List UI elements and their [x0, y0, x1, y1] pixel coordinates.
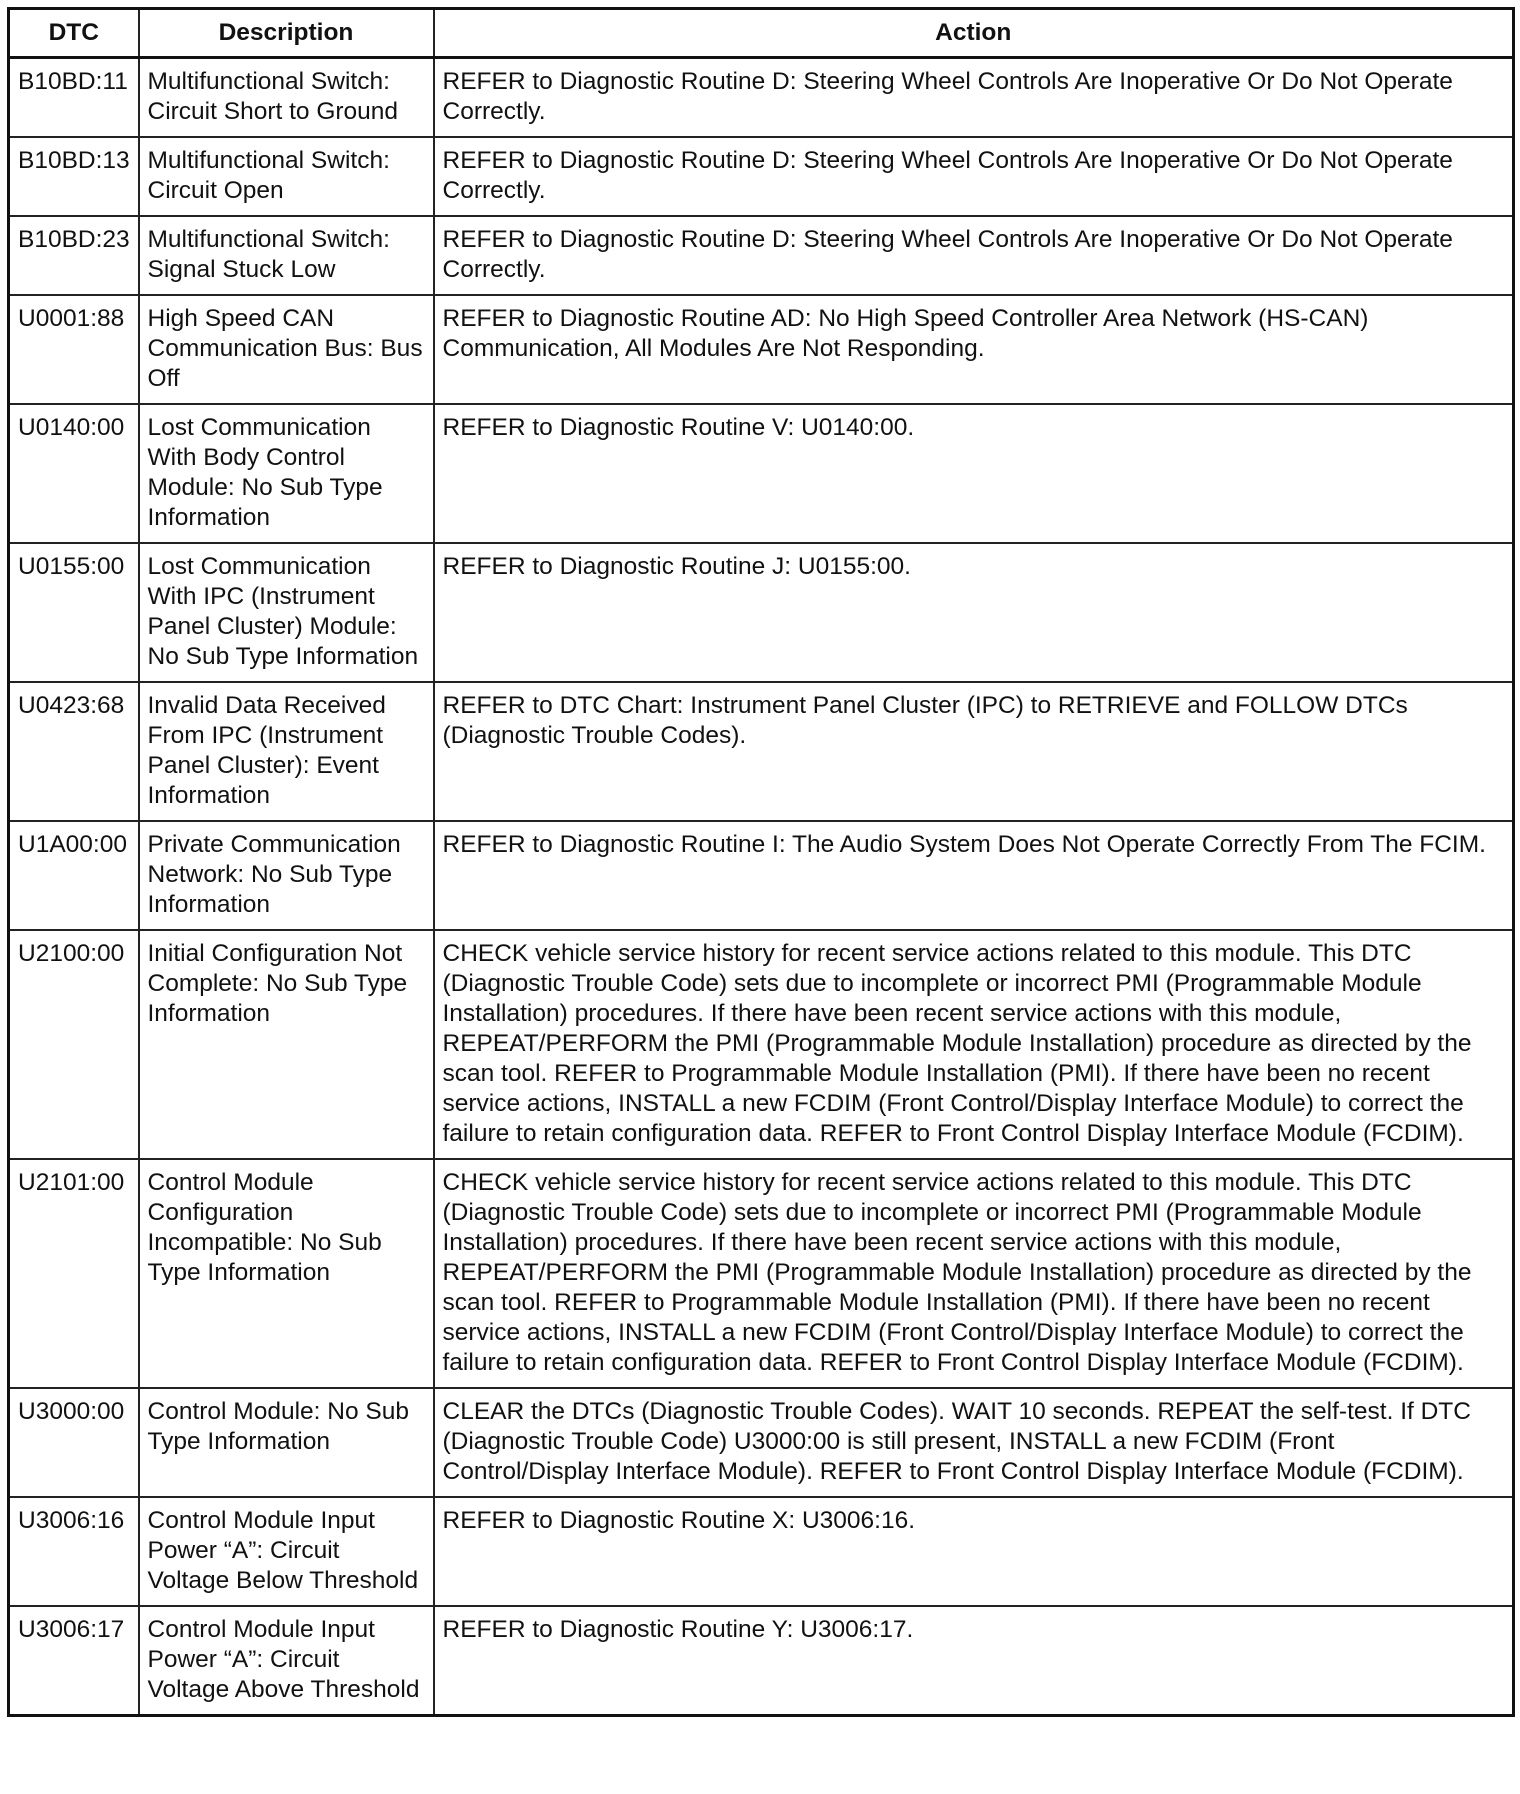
dtc-code: U0140:00	[9, 404, 139, 543]
dtc-action: REFER to Diagnostic Routine AD: No High Speed Controller Area Network (HS-CAN) Communication, All Modules Are Not Responding.	[434, 295, 1514, 404]
dtc-code: U1A00:00	[9, 821, 139, 930]
dtc-description: Initial Configuration Not Complete: No Sub Type Information	[139, 930, 434, 1159]
dtc-description: High Speed CAN Communication Bus: Bus Off	[139, 295, 434, 404]
table-row	[9, 1388, 1514, 1497]
dtc-action: REFER to Diagnostic Routine D: Steering Wheel Controls Are Inoperative Or Do Not Operate Correctly.	[434, 58, 1514, 138]
table-row	[9, 682, 1514, 821]
dtc-action: CLEAR the DTCs (Diagnostic Trouble Codes). WAIT 10 seconds. REPEAT the self-test. If DTC (Diagnostic Trouble Code) U3000:00 is still present, INSTALL a new FCDIM (Front Control/Display Interface Module). REFER to Front Control Display Interface Module (FCDIM).	[434, 1388, 1514, 1497]
table-row	[9, 1606, 1514, 1716]
dtc-code: U0155:00	[9, 543, 139, 682]
dtc-action: REFER to Diagnostic Routine D: Steering Wheel Controls Are Inoperative Or Do Not Operate Correctly.	[434, 216, 1514, 295]
dtc-action: REFER to Diagnostic Routine I: The Audio System Does Not Operate Correctly From The FCIM.	[434, 821, 1514, 930]
dtc-action: REFER to DTC Chart: Instrument Panel Cluster (IPC) to RETRIEVE and FOLLOW DTCs (Diagnostic Trouble Codes).	[434, 682, 1514, 821]
table-row	[9, 1159, 1514, 1388]
dtc-code: B10BD:11	[9, 58, 139, 138]
dtc-code: U2101:00	[9, 1159, 139, 1388]
dtc-description: Private Communication Network: No Sub Type Information	[139, 821, 434, 930]
table-row	[9, 543, 1514, 682]
dtc-action: REFER to Diagnostic Routine J: U0155:00.	[434, 543, 1514, 682]
dtc-description: Control Module Input Power “A”: Circuit Voltage Below Threshold	[139, 1497, 434, 1606]
dtc-code: B10BD:23	[9, 216, 139, 295]
dtc-description: Lost Communication With IPC (Instrument Panel Cluster) Module: No Sub Type Information	[139, 543, 434, 682]
dtc-code: U3006:17	[9, 1606, 139, 1716]
table-row	[9, 216, 1514, 295]
dtc-action: CHECK vehicle service history for recent service actions related to this module. This DTC (Diagnostic Trouble Code) sets due to incomplete or incorrect PMI (Programmable Module Installation) procedures. If there have been recent service actions with this module, REPEAT/PERFORM the PMI (Programmable Module Installation) procedure as directed by the scan tool. REFER to Programmable Module Installation (PMI). If there have been no recent service actions, INSTALL a new FCDIM (Front Control/Display Interface Module) to correct the failure to retain configuration data. REFER to Front Control Display Interface Module (FCDIM).	[434, 1159, 1514, 1388]
header-dtc: DTC	[9, 9, 139, 58]
dtc-code: U2100:00	[9, 930, 139, 1159]
dtc-action: REFER to Diagnostic Routine D: Steering Wheel Controls Are Inoperative Or Do Not Operate Correctly.	[434, 137, 1514, 216]
dtc-action: REFER to Diagnostic Routine V: U0140:00.	[434, 404, 1514, 543]
table-row	[9, 1497, 1514, 1606]
dtc-description: Multifunctional Switch: Signal Stuck Low	[139, 216, 434, 295]
table-row	[9, 58, 1514, 138]
dtc-action: CHECK vehicle service history for recent service actions related to this module. This DTC (Diagnostic Trouble Code) sets due to incomplete or incorrect PMI (Programmable Module Installation) procedures. If there have been recent service actions with this module, REPEAT/PERFORM the PMI (Programmable Module Installation) procedure as directed by the scan tool. REFER to Programmable Module Installation (PMI). If there have been no recent service actions, INSTALL a new FCDIM (Front Control/Display Interface Module) to correct the failure to retain configuration data. REFER to Front Control Display Interface Module (FCDIM).	[434, 930, 1514, 1159]
dtc-action: REFER to Diagnostic Routine X: U3006:16.	[434, 1497, 1514, 1606]
dtc-code: B10BD:13	[9, 137, 139, 216]
table-row	[9, 404, 1514, 543]
table-row	[9, 930, 1514, 1159]
dtc-description: Multifunctional Switch: Circuit Open	[139, 137, 434, 216]
table-row	[9, 295, 1514, 404]
dtc-description: Lost Communication With Body Control Module: No Sub Type Information	[139, 404, 434, 543]
header-action: Action	[434, 9, 1514, 58]
table-row	[9, 821, 1514, 930]
dtc-table	[7, 7, 1515, 1717]
dtc-code: U0001:88	[9, 295, 139, 404]
dtc-description: Control Module Input Power “A”: Circuit Voltage Above Threshold	[139, 1606, 434, 1716]
dtc-description: Control Module: No Sub Type Information	[139, 1388, 434, 1497]
dtc-action: REFER to Diagnostic Routine Y: U3006:17.	[434, 1606, 1514, 1716]
table-row	[9, 137, 1514, 216]
dtc-description: Multifunctional Switch: Circuit Short to Ground	[139, 58, 434, 138]
dtc-code: U3000:00	[9, 1388, 139, 1497]
dtc-code: U3006:16	[9, 1497, 139, 1606]
dtc-description: Invalid Data Received From IPC (Instrument Panel Cluster): Event Information	[139, 682, 434, 821]
dtc-code: U0423:68	[9, 682, 139, 821]
table-header-row	[9, 9, 1514, 58]
dtc-description: Control Module Configuration Incompatible: No Sub Type Information	[139, 1159, 434, 1388]
header-description: Description	[139, 9, 434, 58]
